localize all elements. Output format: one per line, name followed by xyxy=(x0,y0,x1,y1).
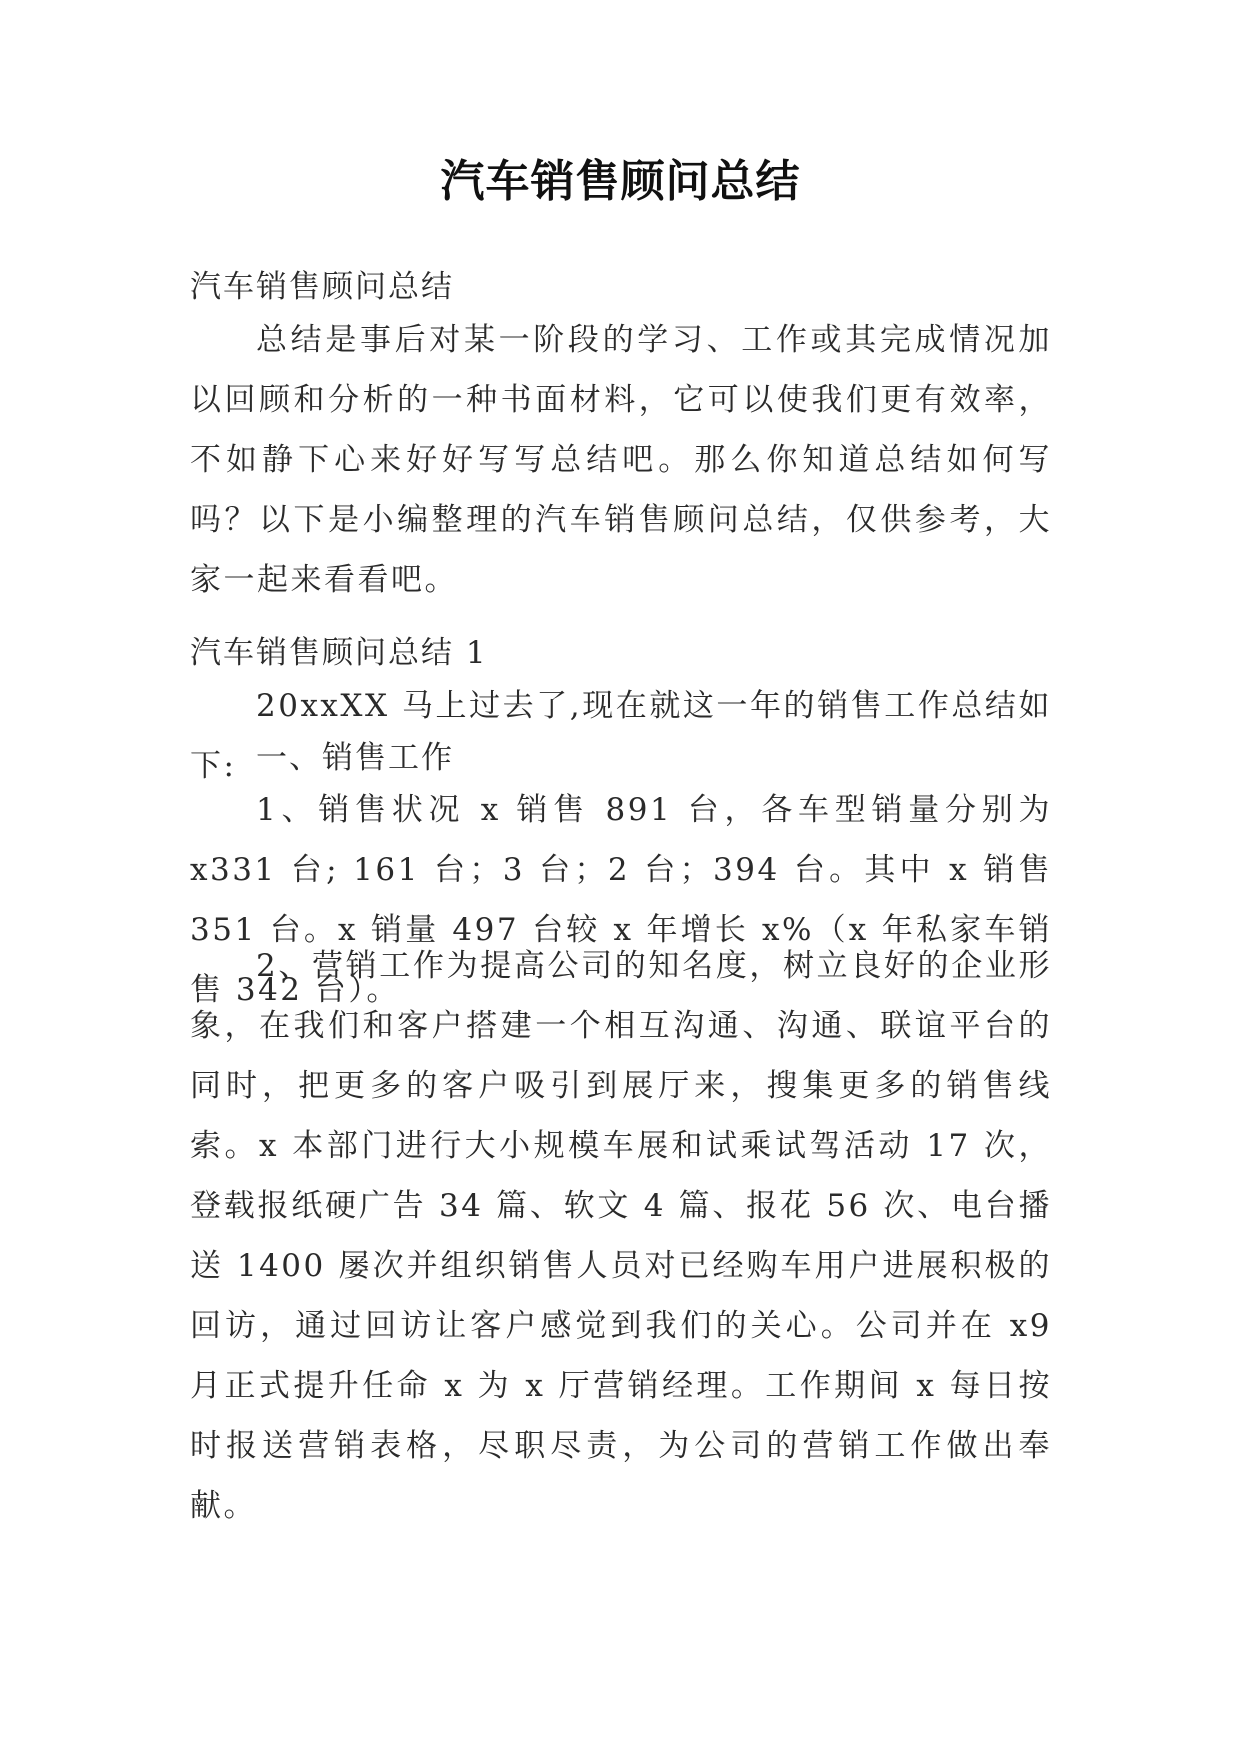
section1-item-1: 1、销售状况 x 销售 891 台，各车型销量分别为 x331 台; 161 台；3 台；2 台；394 台。其中 x 销售 351 台。x 销量 497 台较 x 年增长 x%（x 年私家车销售 342 台）。 xyxy=(190,792,1052,1008)
intro-paragraph: 总结是事后对某一阶段的学习、工作或其完成情况加以回顾和分析的一种书面材料，它可以使我们更有效率，不如静下心来好好写写总结吧。那么你知道总结如何写吗？以下是小编整理的汽车销售顾问总结，仅供参考，大家一起来看看吧。 xyxy=(190,322,1052,598)
section1-item-2: 2、营销工作为提高公司的知名度，树立良好的企业形象，在我们和客户搭建一个相互沟通、沟通、联谊平台的同时，把更多的客户吸引到展厅来，搜集更多的销售线索。x 本部门进行大小规模车展和试乘试驾活动 17 次，登载报纸硬广告 34 篇、软文 4 篇、报花 56 次、电台播送 1400 屡次并组织销售人员对已经购车用户进展积极的回访，通过回访让客户感觉到我们的关心。公司并在 x9 月正式提升任命 x 为 x 厅营销经理。工作期间 x 每日按时报送营销表格，尽职尽责，为公司的营销工作做出奉献。 xyxy=(190,948,1052,1524)
section1-intro: 20xxXX 马上过去了,现在就这一年的销售工作总结如下: xyxy=(190,688,1052,784)
section1-subheading: 一、销售工作 xyxy=(256,740,454,776)
intro-heading: 汽车销售顾问总结 xyxy=(190,269,454,305)
document-title: 汽车销售顾问总结 xyxy=(440,156,801,207)
section1-heading: 汽车销售顾问总结 1 xyxy=(190,635,488,671)
